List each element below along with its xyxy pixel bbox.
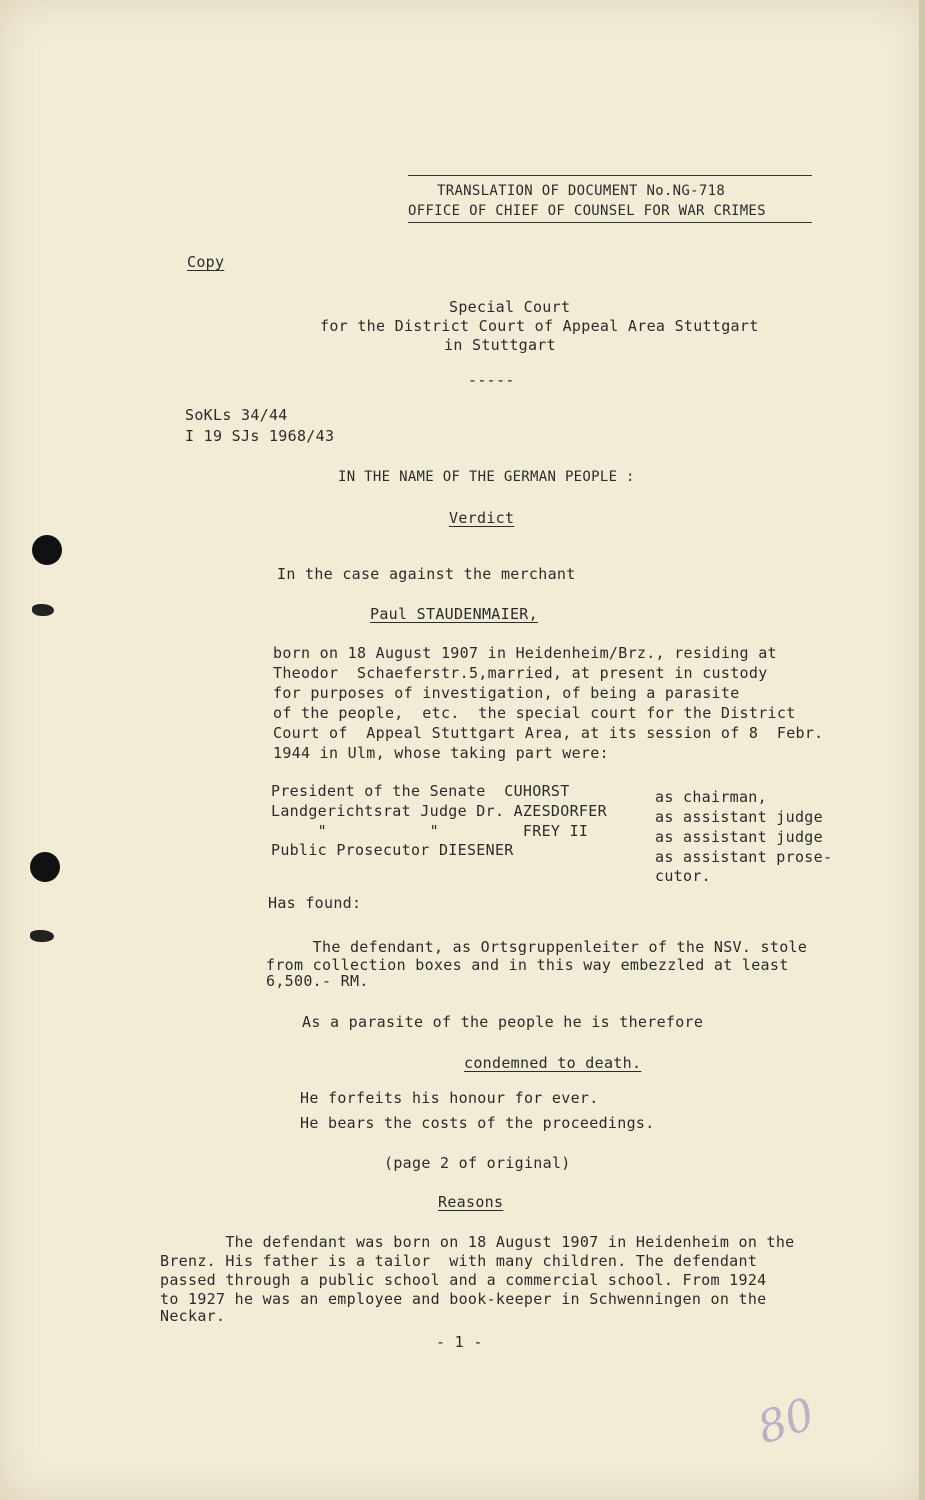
handwritten-page-mark: 80 xyxy=(751,1388,821,1455)
verdict-heading: Verdict xyxy=(449,509,515,527)
forfeit-line: He forfeits his honour for ever. xyxy=(300,1089,599,1107)
header-rule-bottom xyxy=(408,222,812,223)
participant-left-1: President of the Senate CUHORST xyxy=(271,782,570,800)
finding-line-2: from collection boxes and in this way embezzled at least xyxy=(266,956,789,974)
defendant-name: Paul STAUDENMAIER, xyxy=(370,605,538,623)
details-line-5: Court of Appeal Stuttgart Area, at its session of 8 Febr. xyxy=(273,724,824,742)
participant-role-2: as assistant judge xyxy=(655,808,823,826)
file-ref-1: SoKLs 34/44 xyxy=(185,406,288,424)
details-line-2: Theodor Schaeferstr.5,married, at present in custody xyxy=(273,664,768,682)
header-line-1: TRANSLATION OF DOCUMENT No.NG-718 xyxy=(437,183,726,199)
court-divider: ----- xyxy=(468,371,515,389)
details-line-1: born on 18 August 1907 in Heidenheim/Brz., residing at xyxy=(273,644,777,662)
reasons-heading: Reasons xyxy=(438,1193,504,1211)
header-line-2: OFFICE OF CHIEF OF COUNSEL FOR WAR CRIMES xyxy=(408,203,766,219)
reasons-line-2: Brenz. His father is a tailor with many children. The defendant xyxy=(160,1252,758,1270)
has-found: Has found: xyxy=(268,894,362,912)
reasons-line-4: to 1927 he was an employee and book-keeper in Schwenningen on the xyxy=(160,1290,767,1308)
staple-mark-top xyxy=(32,604,54,616)
participant-role-4: as assistant prose- xyxy=(655,848,833,866)
participant-role-5: cutor. xyxy=(655,867,711,885)
costs-line: He bears the costs of the proceedings. xyxy=(300,1114,655,1132)
participant-left-4: Public Prosecutor DIESENER xyxy=(271,841,514,859)
document-title: IN THE NAME OF THE GERMAN PEOPLE : xyxy=(338,469,635,485)
reasons-line-1: The defendant was born on 18 August 1907 in Heidenheim on the xyxy=(160,1233,795,1251)
details-line-6: 1944 in Ulm, whose taking part were: xyxy=(273,744,609,762)
court-line-1: Special Court xyxy=(449,298,571,316)
reasons-line-5: Neckar. xyxy=(160,1307,226,1325)
sentence: condemned to death. xyxy=(464,1054,642,1072)
reasons-line-3: passed through a public school and a commercial school. From 1924 xyxy=(160,1271,767,1289)
finding-line-3: 6,500.- RM. xyxy=(266,972,369,990)
case-intro: In the case against the merchant xyxy=(277,565,576,583)
finding-line-1: The defendant, as Ortsgruppenleiter of the NSV. stole xyxy=(266,938,808,956)
parasite-line: As a parasite of the people he is therefore xyxy=(302,1013,704,1031)
participant-left-3: " " FREY II xyxy=(271,822,589,840)
participant-left-2: Landgerichtsrat Judge Dr. AZESDORFER xyxy=(271,802,607,820)
staple-mark-bottom xyxy=(30,930,54,942)
punch-hole-top xyxy=(32,535,62,565)
page-number: - 1 - xyxy=(436,1333,483,1351)
participant-role-3: as assistant judge xyxy=(655,828,823,846)
court-line-2: for the District Court of Appeal Area Stuttgart xyxy=(320,317,759,335)
copy-label: Copy xyxy=(187,253,225,271)
details-line-4: of the people, etc. the special court for the District xyxy=(273,704,796,722)
participant-role-1: as chairman, xyxy=(655,788,767,806)
page-reference: (page 2 of original) xyxy=(384,1154,571,1172)
page-edge xyxy=(919,0,925,1500)
details-line-3: for purposes of investigation, of being a parasite xyxy=(273,684,740,702)
header-rule-top xyxy=(408,175,812,176)
court-line-3: in Stuttgart xyxy=(444,336,556,354)
file-ref-2: I 19 SJs 1968/43 xyxy=(185,427,335,445)
punch-hole-bottom xyxy=(30,852,60,882)
